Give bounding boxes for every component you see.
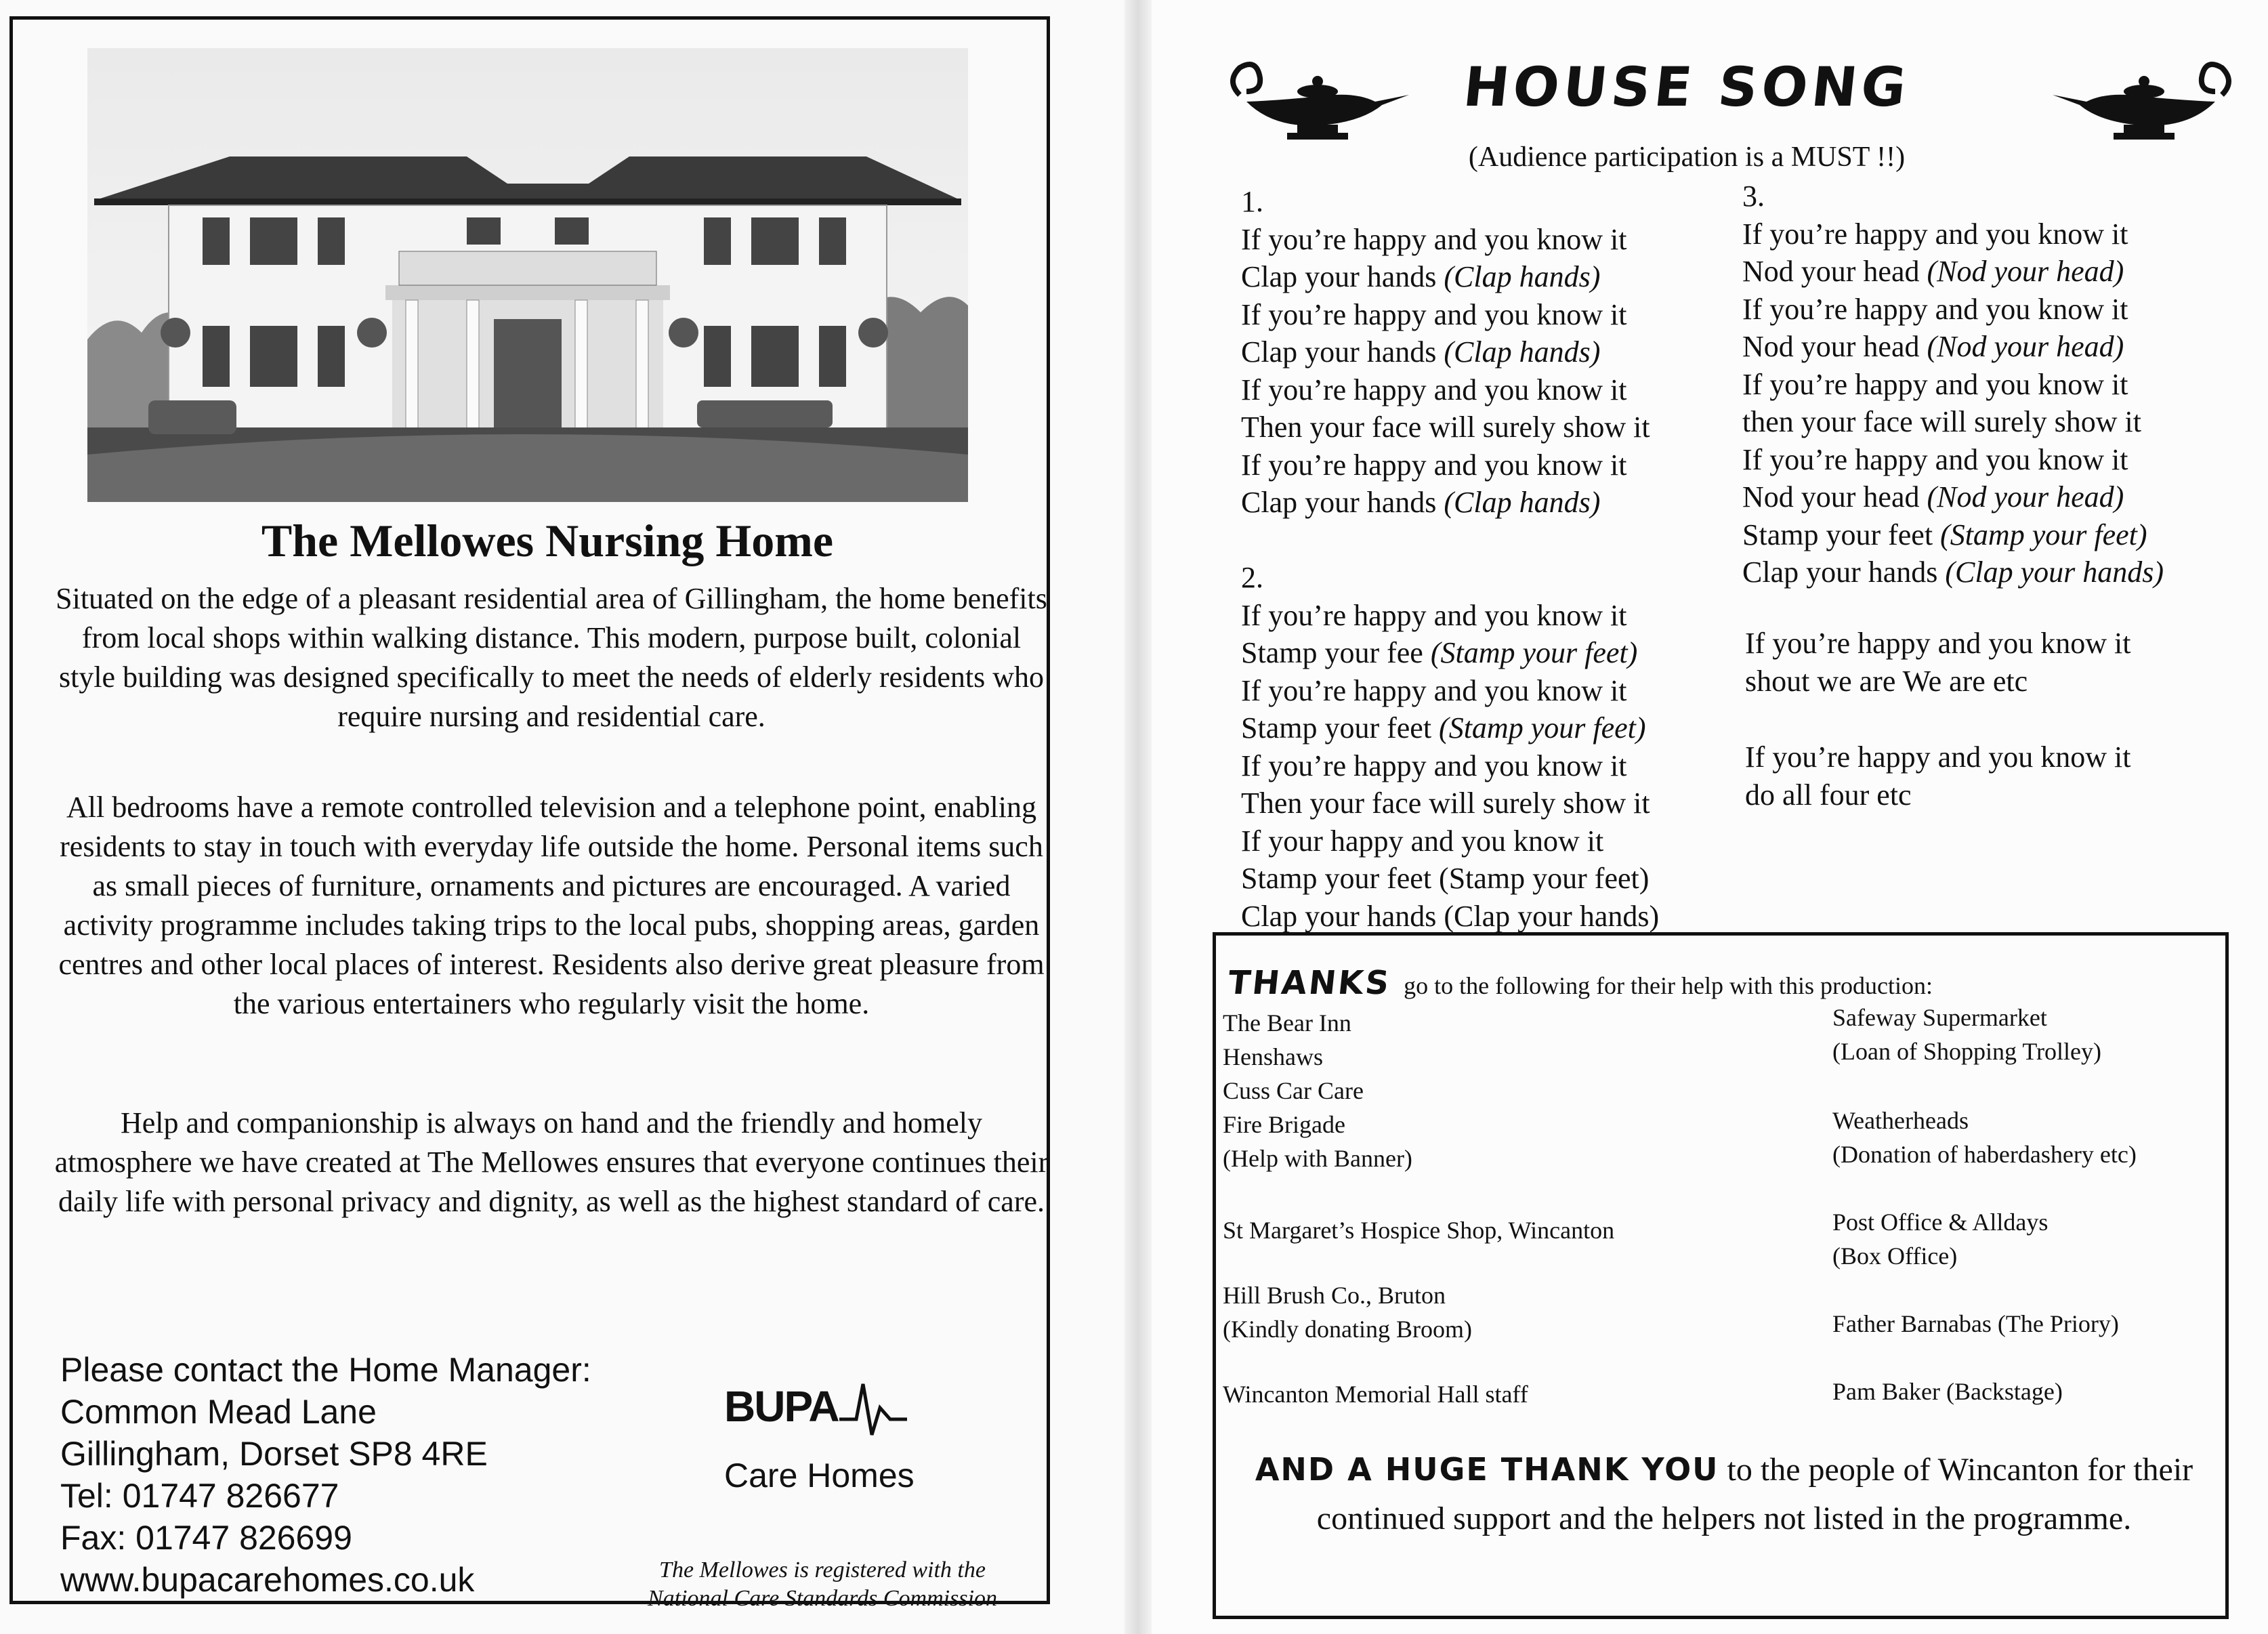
- lyric-text: If you’re happy and you know it: [1241, 373, 1627, 406]
- thanks-item: Father Barnabas (The Priory): [1832, 1310, 2119, 1337]
- lyric-text: Stamp your feet: [1241, 711, 1440, 745]
- address-line-2: Gillingham, Dorset SP8 4RE: [60, 1435, 488, 1473]
- lyric-line: [1745, 776, 2130, 814]
- lyric-text: If you’re happy and you know it: [1241, 448, 1627, 482]
- telephone: Tel: 01747 826677: [60, 1477, 339, 1515]
- thanks-box: [1213, 932, 2229, 1619]
- lyric-text: Clap your hands: [1241, 260, 1444, 293]
- lyric-line: [1742, 403, 2164, 441]
- lyric-text: Clap your hands: [1742, 556, 1946, 589]
- lyric-action: (Clap hands): [1444, 260, 1601, 293]
- thanks-item: Pam Baker (Backstage): [1832, 1378, 2063, 1405]
- lyric-line: [1241, 371, 1650, 409]
- lyric-line: [1241, 446, 1650, 484]
- lyric-line: [1241, 634, 1659, 672]
- thanks-item: Henshaws: [1223, 1043, 1323, 1070]
- thanks-item: Wincanton Memorial Hall staff: [1223, 1381, 1528, 1408]
- thanks-intro: go to the following for their help with this production:: [1404, 972, 1933, 999]
- lyric-line: [1742, 478, 2164, 516]
- lyric-text: Then your face will surely show it: [1241, 787, 1650, 820]
- thanks-heading: THANKS: [1226, 964, 1393, 1002]
- thanks-item: Safeway Supermarket: [1832, 1004, 2047, 1031]
- lyric-action: (Clap hands): [1444, 335, 1601, 369]
- contact-block: [60, 1349, 591, 1601]
- fax: Fax: 01747 826699: [60, 1519, 352, 1557]
- lyric-line: [1742, 253, 2164, 291]
- lyric-line: [1241, 784, 1659, 822]
- lyric-line: [1742, 553, 2164, 591]
- thanks-item: Hill Brush Co., Bruton: [1223, 1282, 1446, 1309]
- lyric-line: [1241, 709, 1659, 747]
- lyric-line: [1241, 747, 1659, 785]
- lyric-text: If you’re happy and you know it: [1742, 217, 2128, 251]
- thanks-item: Cuss Car Care: [1223, 1077, 1364, 1104]
- book-gutter: [1125, 0, 1152, 1634]
- website-link[interactable]: www.bupacarehomes.co.uk: [60, 1561, 475, 1599]
- thanks-heading-line: [1228, 964, 1933, 1002]
- lyric-line: [1241, 822, 1659, 860]
- lyric-line: [1241, 898, 1659, 936]
- lyric-action: (Clap hands): [1444, 486, 1601, 519]
- verse-2: [1241, 559, 1659, 935]
- lyric-line: [1241, 296, 1650, 334]
- lyric-line: [1745, 663, 2130, 700]
- lyric-line: [1745, 625, 2130, 663]
- lyric-text: If you’re happy and you know it: [1241, 222, 1627, 256]
- verse-1: [1241, 183, 1650, 522]
- lyric-text: Then your face will surely show it: [1241, 411, 1650, 444]
- huge-thank-you-text: to the people of Wincanton for their continued support and the helpers not listed in the programme.: [1316, 1452, 2193, 1536]
- left-page: [0, 0, 1125, 1634]
- lyric-text: Stamp your feet (Stamp your feet): [1241, 862, 1650, 895]
- thanks-item: St Margaret’s Hospice Shop, Wincanton: [1223, 1217, 1615, 1244]
- lyric-text: If you’re happy and you know it: [1241, 673, 1627, 707]
- lyric-line: [1745, 738, 2130, 776]
- description-paragraph-3: Help and companionship is always on hand and the friendly and homely atmosphere we have created at The Mellowes ensures that everyone continues their daily life with personal privacy and dignity, as well as the highest standard of care.: [54, 1106, 1049, 1218]
- lyric-line: [1241, 333, 1650, 371]
- lyric-line: [1742, 215, 2164, 253]
- lyric-action: (Nod your head): [1927, 330, 2124, 363]
- address-line-1: Common Mead Lane: [60, 1393, 377, 1431]
- lyric-text: then your face will surely show it: [1742, 405, 2141, 438]
- lyric-text: Nod your head: [1742, 480, 1927, 514]
- thanks-item: (Loan of Shopping Trolley): [1832, 1038, 2102, 1065]
- lyric-line: [1241, 221, 1650, 259]
- lyric-line: [1742, 291, 2164, 329]
- nursing-home-title: The Mellowes Nursing Home: [261, 515, 834, 566]
- lyric-text: If your happy and you know it: [1241, 824, 1604, 858]
- lyric-text: Clap your hands: [1241, 335, 1444, 369]
- registration-note: [589, 1556, 1056, 1613]
- house-song-subtitle: (Audience participation is a MUST !!): [1468, 142, 1906, 173]
- lyric-text: Stamp your feet: [1742, 518, 1941, 551]
- lyric-text: If you’re happy and you know it: [1241, 598, 1627, 632]
- thanks-item: Weatherheads: [1832, 1107, 1969, 1134]
- lyric-line: [1241, 484, 1650, 522]
- verse-number: 1.: [1241, 185, 1263, 218]
- lyric-text: shout we are We are etc: [1745, 664, 2028, 698]
- advert-frame: [9, 16, 1050, 1611]
- lyric-line: [1742, 516, 2164, 554]
- lyric-text: If you’re happy and you know it: [1742, 292, 2128, 326]
- lyric-action: (Clap your hands): [1945, 556, 2164, 589]
- registration-line-2: National Care Standards Commission: [647, 1586, 998, 1611]
- bupa-subtitle: Care Homes: [724, 1457, 915, 1494]
- verse-5: [1745, 738, 2130, 814]
- bupa-wordmark: BUPA: [724, 1382, 839, 1431]
- heartbeat-icon: [839, 1370, 907, 1438]
- lyric-line: [1742, 441, 2164, 479]
- lyric-line: [1241, 408, 1650, 446]
- verse-number: 2.: [1241, 561, 1263, 594]
- lyric-text: Nod your head: [1742, 330, 1927, 363]
- lyric-line: [1241, 597, 1659, 635]
- registration-line-1: The Mellowes is registered with the: [659, 1557, 986, 1583]
- lyric-text: If you’re happy and you know it: [1241, 297, 1627, 331]
- lyric-action: (Nod your head): [1927, 255, 2124, 288]
- lyric-line: [1241, 258, 1650, 296]
- description-paragraph-1: Situated on the edge of a pleasant residential area of Gillingham, the home benefits from local shops within walking distance. This modern, purpose built, colonial style building was designed specifically to meet the needs of elderly residents who require nursing and residential care.: [56, 582, 1047, 733]
- lyric-line: [1742, 328, 2164, 366]
- lyric-text: Clap your hands: [1241, 486, 1444, 519]
- description-paragraph-2: All bedrooms have a remote controlled television and a telephone point, enabling residents to stay in touch with everyday life outside the home. Personal items such as small pieces of furniture, ornaments and pictures are encouraged. A varied activity programme includes taking trips to the local pubs, shopping areas, garden centres and other local places of interest. Residents also derive great pleasure from the various entertainers who regularly visit the home.: [58, 791, 1045, 1020]
- thanks-item: (Help with Banner): [1223, 1145, 1412, 1172]
- lyric-text: If you’re happy and you know it: [1745, 627, 2131, 660]
- lyric-line: [1241, 672, 1659, 710]
- thanks-item: The Bear Inn: [1223, 1009, 1351, 1036]
- lyric-text: If you’re happy and you know it: [1241, 749, 1627, 782]
- verse-number: 3.: [1742, 180, 1765, 213]
- contact-heading: Please contact the Home Manager:: [60, 1351, 591, 1389]
- verse-4: [1745, 625, 2130, 700]
- lyric-action: (Stamp your feet): [1940, 518, 2147, 551]
- house-song-title: HOUSE SONG: [1460, 56, 1914, 119]
- huge-thank-you: [1236, 1445, 2212, 1543]
- thanks-item: Fire Brigade: [1223, 1111, 1345, 1138]
- lyric-action: (Stamp your feet): [1430, 636, 1638, 669]
- lyric-action: (Nod your head): [1927, 480, 2124, 514]
- lyric-text: Clap your hands (Clap your hands): [1241, 899, 1660, 933]
- lyric-text: Stamp your fee: [1241, 636, 1431, 669]
- thanks-item: (Donation of haberdashery etc): [1832, 1141, 2137, 1168]
- lyric-line: [1241, 860, 1659, 898]
- lyric-text: If you’re happy and you know it: [1742, 442, 2128, 476]
- lyric-line: [1742, 366, 2164, 404]
- lyric-text: do all four etc: [1745, 778, 1912, 812]
- lyric-text: If you’re happy and you know it: [1745, 740, 2131, 774]
- lyric-action: (Stamp your feet): [1439, 711, 1646, 745]
- huge-thank-you-caps: AND A HUGE THANK YOU: [1255, 1451, 1719, 1488]
- verse-3: [1742, 177, 2164, 591]
- bupa-logo: [724, 1381, 941, 1503]
- lyric-text: If you’re happy and you know it: [1742, 367, 2128, 401]
- nursing-home-photo: [87, 48, 968, 502]
- thanks-item: (Kindly donating Broom): [1223, 1316, 1472, 1343]
- thanks-item: Post Office & Alldays: [1832, 1209, 2049, 1236]
- right-page: [1152, 0, 2268, 1634]
- lyric-text: Nod your head: [1742, 255, 1927, 288]
- thanks-item: (Box Office): [1832, 1242, 1958, 1270]
